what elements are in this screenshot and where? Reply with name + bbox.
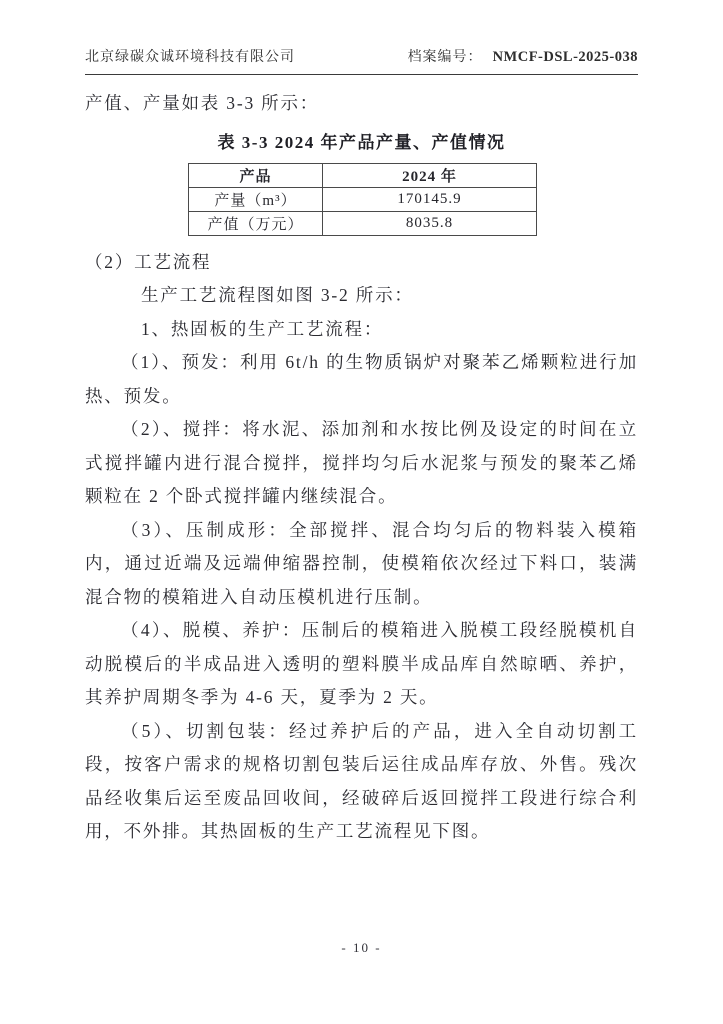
table-title: 表 3-3 2024 年产品产量、产值情况 bbox=[217, 132, 506, 152]
table-header-row bbox=[189, 163, 537, 187]
paragraph-process-list-heading: 1、热固板的生产工艺流程： bbox=[141, 318, 384, 339]
archive-number-group bbox=[408, 46, 638, 66]
row-value-output: 170145.9 bbox=[323, 187, 537, 211]
table-row bbox=[189, 187, 537, 211]
section-heading-process: （2）工艺流程 bbox=[85, 251, 212, 272]
document-body bbox=[85, 82, 638, 849]
paragraph-step-2-mixing: （2）、搅拌：将水泥、添加剂和水按比例及设定的时间在立式搅拌罐内进行混合搅拌，搅拌均匀后水泥浆与预发的聚苯乙烯颗粒在 2 个卧式搅拌罐内继续混合。 bbox=[85, 419, 638, 506]
row-value-value: 8035.8 bbox=[323, 211, 537, 235]
paragraph-flowchart-ref: 生产工艺流程图如图 3-2 所示： bbox=[141, 285, 414, 305]
archive-label: 档案编号： bbox=[407, 50, 483, 65]
table-row bbox=[189, 211, 537, 235]
row-label-output: 产量（m³） bbox=[189, 187, 323, 211]
page-number: - 10 - bbox=[341, 940, 382, 955]
paragraph-step-3-pressing: （3）、压制成形：全部搅拌、混合均匀后的物料装入模箱内，通过近端及远端伸缩器控制，使模箱依次经过下料口，装满混合物的模箱进入自动压模机进行压制。 bbox=[85, 519, 638, 607]
paragraph-step-4-demolding-curing: （4）、脱模、养护：压制后的模箱进入脱模工段经脱模机自动脱模后的半成品进入透明的塑料膜半成品库自然晾晒、养护，其养护周期冬季为 4-6 天，夏季为 2 天。 bbox=[85, 620, 638, 707]
column-header-year: 2024 年 bbox=[323, 163, 537, 187]
paragraph-step-5-cutting-packing: （5）、切割包装：经过养护后的产品，进入全自动切割工段，按客户需求的规格切割包装后运往成品库存放、外售。残次品经收集后运至废品回收间，经破碎后返回搅拌工段进行综合利用，不外排。其热固板的生产工艺流程见下图。 bbox=[85, 720, 638, 841]
company-name: 北京绿碳众诚环境科技有限公司 bbox=[85, 50, 295, 65]
intro-paragraph: 产值、产量如表 3-3 所示： bbox=[85, 93, 320, 113]
paragraph-step-1-prefoaming: （1）、预发：利用 6t/h 的生物质锅炉对聚苯乙烯颗粒进行加热、预发。 bbox=[85, 352, 638, 406]
page-header bbox=[85, 46, 638, 75]
archive-number: NMCF-DSL-2025-038 bbox=[492, 49, 638, 65]
column-header-product: 产品 bbox=[189, 163, 323, 187]
row-label-value: 产值（万元） bbox=[189, 211, 323, 235]
production-table bbox=[188, 163, 537, 236]
